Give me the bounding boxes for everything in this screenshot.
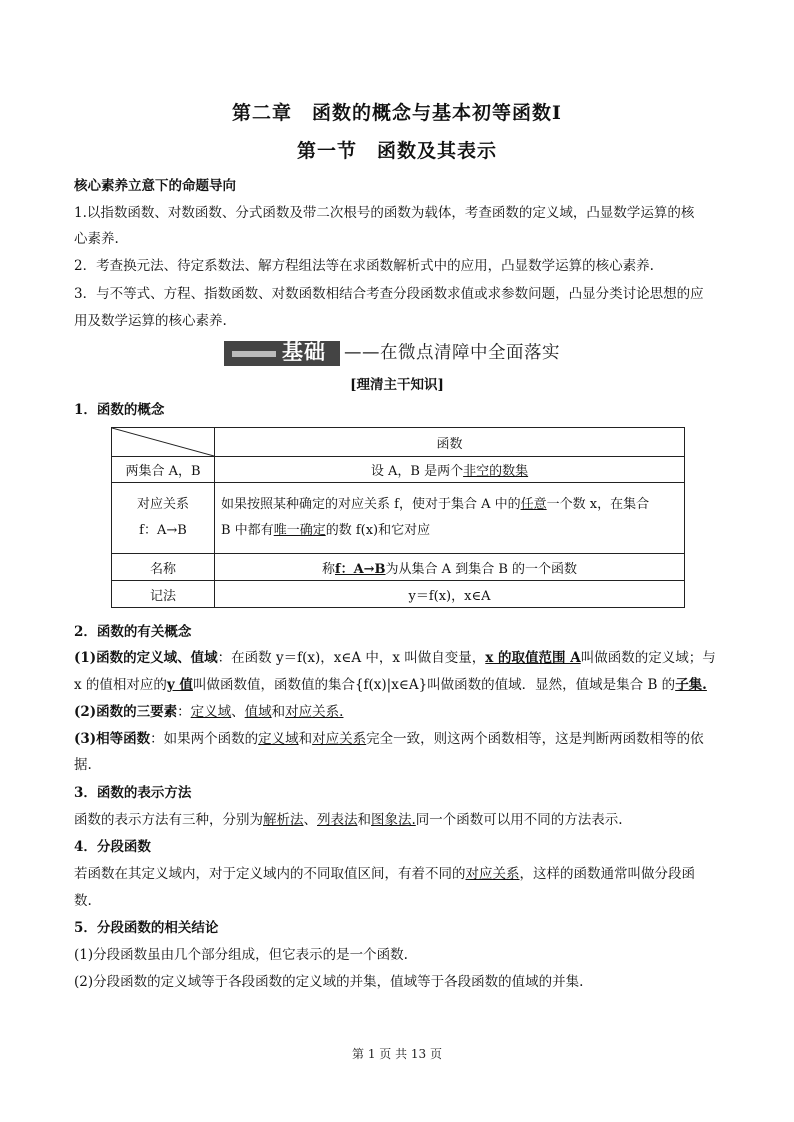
knowledge-title: [理清主干知识] xyxy=(350,377,444,393)
unique-term: 唯一确定 xyxy=(273,523,326,538)
sec3-text-a: 函数的表示方法有三种，分别为 xyxy=(74,812,263,828)
graph-method-term: 图象法. xyxy=(371,812,416,828)
banner-subtitle: ——在微点清障中全面落实 xyxy=(344,343,560,363)
sec5-p1: (1)分段函数虽由几个部分组成，但它表示的是一个函数. xyxy=(74,947,408,963)
name-text-b: 为从集合 A 到集合 B 的一个函数 xyxy=(385,561,578,577)
sec3-body xyxy=(74,810,724,830)
sec1-heading: 1．函数的概念 xyxy=(74,402,165,418)
orientation-item-1: 1.以指数函数、对数函数、分式函数及带二次根号的函数为载体，考查函数的定义域，凸显数学运算的核 xyxy=(74,205,695,221)
sec2-p1-text-a: ：在函数 y＝f(x)，x∈A 中，x 叫做自变量， xyxy=(217,650,486,666)
sec2-p3-line1 xyxy=(74,729,724,749)
mapping-term: f：A→B xyxy=(334,561,386,577)
domain-term: 定义域 xyxy=(190,704,232,720)
domain-range-label: (1)函数的定义域、值域 xyxy=(74,650,218,666)
any-term: 任意 xyxy=(520,497,547,512)
sec5-p2: (2)分段函数的定义域等于各段函数的定义域的并集，值域等于各段函数的值域的并集. xyxy=(74,974,584,990)
mapping-label-2: f：A→B xyxy=(139,523,187,538)
table-row xyxy=(112,554,685,581)
sec3-heading: 3．函数的表示方法 xyxy=(74,785,192,801)
mapping-text-1b: 一个数 x，在集合 xyxy=(546,497,650,512)
function-concept-table xyxy=(111,427,685,608)
sec2-p3-text-a: ：如果两个函数的 xyxy=(150,731,259,747)
sec2-p1-text-b: 叫做函数的定义域；与 xyxy=(580,650,716,666)
row-content-notation: y＝f(x)，x∈A xyxy=(215,581,685,608)
domain-range-term: x 的取值范围 A xyxy=(485,650,581,666)
row-label-notation: 记法 xyxy=(112,581,215,608)
diagonal-corner-cell xyxy=(112,428,215,457)
correspondence-term-3: 对应关系 xyxy=(465,866,520,882)
orientation-item-3-cont: 用及数学运算的核心素养. xyxy=(74,313,227,329)
sec3-text-d: 同一个函数可以用不同的方法表示. xyxy=(415,812,623,828)
row-content-mapping xyxy=(215,483,685,554)
domain-term-2: 定义域 xyxy=(258,731,299,747)
page-footer: 第 1 页 共 13 页 xyxy=(352,1047,442,1061)
orientation-item-2: 2．考查换元法、待定系数法、解方程组法等在求函数解析式中的应用，凸显数学运算的核心素养. xyxy=(74,258,654,274)
diagonal-line xyxy=(112,428,214,456)
correspondence-term: 对应关系. xyxy=(285,704,344,720)
sec2-p2-text-b: 、 xyxy=(231,704,245,720)
chapter-title: 第二章 函数的概念与基本初等函数Ⅰ xyxy=(232,102,562,124)
mapping-label-1: 对应关系 xyxy=(136,497,189,512)
sec2-p1-line2 xyxy=(74,675,724,695)
sec5-heading: 5．分段函数的相关结论 xyxy=(74,920,219,936)
banner-stripe xyxy=(232,351,276,357)
table-header: 函数 xyxy=(215,428,685,457)
sec2-p3-text-c: 完全一致，则这两个函数相等，这是判断两函数相等的依 xyxy=(366,731,704,747)
sec3-text-b: 、 xyxy=(303,812,317,828)
range-term: 值域 xyxy=(244,704,272,720)
row-label-mapping xyxy=(112,483,215,554)
row-label-sets: 两集合 A，B xyxy=(112,457,215,483)
mapping-text-2b: 的数 f(x)和它对应 xyxy=(325,523,431,538)
sec2-p2-text-c: 和 xyxy=(271,704,286,720)
sec4-text-b: ，这样的函数通常叫做分段函 xyxy=(519,866,695,882)
basics-banner xyxy=(0,339,794,367)
sec4-text-a: 若函数在其定义域内，对于定义域内的不同取值区间，有着不同的 xyxy=(74,866,466,882)
sec4-body-line2: 数. xyxy=(74,893,92,909)
three-elements-label: (2)函数的三要素 xyxy=(74,704,178,720)
analytic-method-term: 解析法 xyxy=(263,812,304,828)
subset-term: 子集. xyxy=(675,677,707,693)
sec2-p3-text-b: 和 xyxy=(298,731,313,747)
sets-text: 设 A，B 是两个 xyxy=(370,464,464,479)
mapping-text-1a: 如果按照某种确定的对应关系 f，使对于集合 A 中的 xyxy=(221,497,521,512)
y-value-term: y 值 xyxy=(166,677,193,693)
sec2-heading: 2．函数的有关概念 xyxy=(74,624,192,640)
table-row xyxy=(112,457,685,483)
row-label-name: 名称 xyxy=(112,554,215,581)
table-row xyxy=(112,581,685,608)
orientation-item-1-cont: 心素养. xyxy=(74,231,119,247)
nonempty-set-term: 非空的数集 xyxy=(463,464,529,479)
section-title: 第一节 函数及其表示 xyxy=(296,140,497,162)
sec4-body-line1 xyxy=(74,864,724,884)
sec2-p2 xyxy=(74,702,724,722)
sec2-p3-line2: 据. xyxy=(74,757,92,773)
sec2-p1-line1 xyxy=(74,648,724,668)
sec2-p2-text-a: ： xyxy=(177,704,191,720)
correspondence-term-2: 对应关系 xyxy=(312,731,367,747)
table-header-row xyxy=(112,428,685,457)
row-content-sets xyxy=(215,457,685,483)
orientation-heading: 核心素养立意下的命题导向 xyxy=(74,178,236,194)
name-text-a: 称 xyxy=(321,561,335,577)
sec2-p1-text-d: 叫做函数值，函数值的集合{f(x)|x∈A}叫做函数的值域．显然，值域是集合 B 的 xyxy=(192,677,676,693)
sec2-p1-text-c: x 的值相对应的 xyxy=(74,677,167,693)
sec3-text-c: 和 xyxy=(357,812,371,828)
sec4-heading: 4．分段函数 xyxy=(74,839,151,855)
table-method-term: 列表法 xyxy=(317,812,358,828)
equal-functions-label: (3)相等函数 xyxy=(74,731,151,747)
banner-word: 基础 xyxy=(282,340,326,364)
row-content-name xyxy=(215,554,685,581)
mapping-text-2a: B 中都有 xyxy=(221,523,274,538)
table-row xyxy=(112,483,685,554)
orientation-item-3: 3．与不等式、方程、指数函数、对数函数相结合考查分段函数求值或求参数问题，凸显分类讨论思想的应 xyxy=(74,286,704,302)
